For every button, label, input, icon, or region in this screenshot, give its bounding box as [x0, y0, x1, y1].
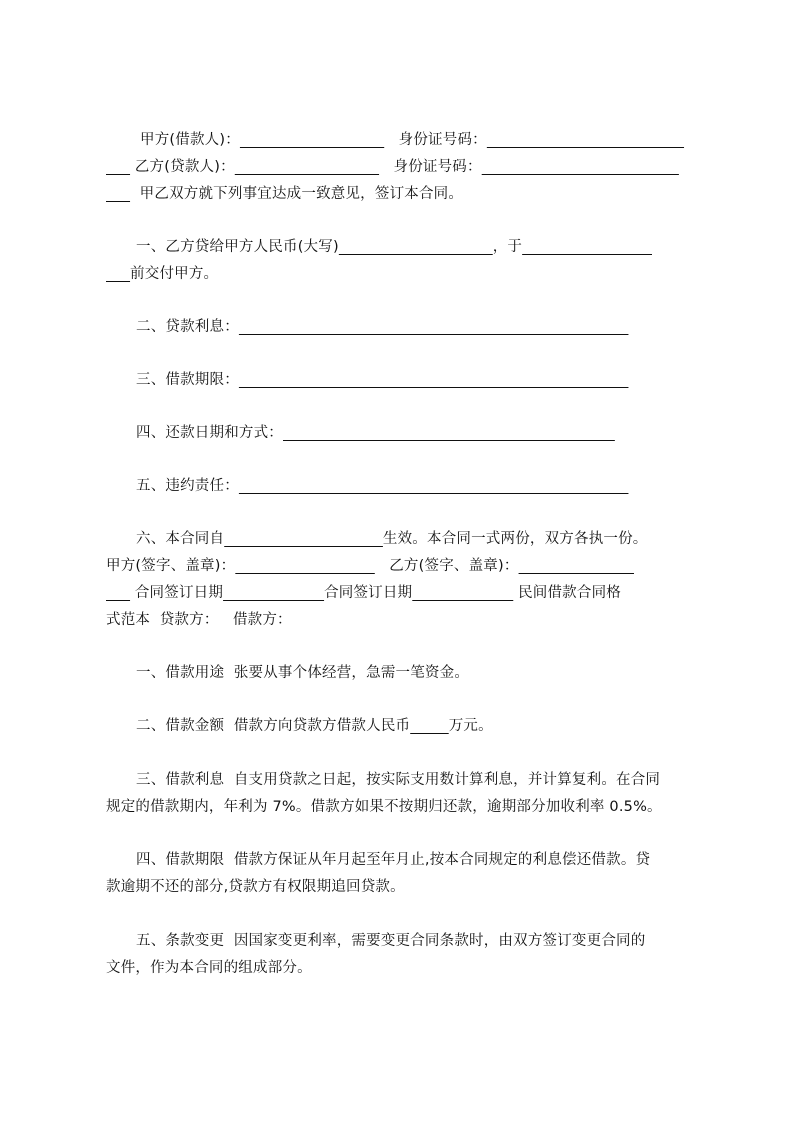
- sign-date-blank-a[interactable]: [223, 585, 324, 601]
- signature-line: [106, 557, 634, 575]
- wrap-blank-3: [106, 266, 130, 282]
- loan-amount-blank[interactable]: [410, 718, 448, 734]
- clause-1-cont: [106, 265, 218, 283]
- borrower-label: 甲方(借款人)：: [140, 132, 240, 148]
- article-4-text-2: 款逾期不还的部分,贷款方有权限期追回贷款。: [106, 879, 405, 895]
- clause-1-end: 前交付甲方。: [130, 266, 219, 282]
- article-5-text-1: 五、条款变更 因国家变更利率，需要变更合同条款时，由双方签订变更合同的: [136, 933, 646, 949]
- clause-1-line: [136, 238, 652, 256]
- clause-4-line: [136, 424, 615, 442]
- clause-1-mid: ，于: [492, 239, 523, 255]
- borrower-blank[interactable]: [240, 132, 384, 148]
- article-5-cont: [106, 959, 312, 977]
- clause-1-text: 一、乙方贷给甲方人民币(大写): [136, 239, 339, 255]
- clause-5-line: [136, 477, 628, 495]
- party-a-sign-blank[interactable]: [235, 558, 374, 574]
- amount-blank[interactable]: [339, 239, 493, 255]
- effective-date-blank[interactable]: [224, 531, 383, 547]
- clause-6-line: [136, 530, 648, 548]
- article-4-text-1: 四、借款期限 借款方保证从年月起至年月止,按本合同规定的利息偿还借款。贷: [136, 852, 651, 868]
- lender-id-blank[interactable]: [482, 159, 679, 175]
- borrower-line: [140, 131, 684, 149]
- party-b-sign-label: 乙方(签字、盖章)：: [389, 558, 519, 574]
- borrower-id-label: 身份证号码：: [398, 132, 487, 148]
- party-b-sign-blank[interactable]: [519, 558, 634, 574]
- borrower-id-blank[interactable]: [487, 132, 684, 148]
- template-title-start: 民间借款合同格: [518, 585, 621, 601]
- article-5-text-2: 文件，作为本合同的组成部分。: [106, 960, 312, 976]
- article-3-text-1: 三、借款利息 自支用贷款之日起，按实际支用数计算利息，并计算复利。在合同: [136, 772, 661, 788]
- clause-3-label: 三、借款期限：: [136, 372, 239, 388]
- interest-blank[interactable]: [239, 319, 629, 335]
- article-2-text: 二、借款金额 借款方向贷款方借款人民币: [136, 718, 411, 734]
- agreement-text: 甲乙双方就下列事宜达成一致意见，签订本合同。: [139, 186, 464, 202]
- article-4: [136, 851, 650, 869]
- clause-4-label: 四、还款日期和方式：: [136, 425, 283, 441]
- article-2: [136, 717, 493, 735]
- lender-id-label: 身份证号码：: [393, 159, 482, 175]
- clause-5-label: 五、违约责任：: [136, 478, 239, 494]
- sign-date-blank-b[interactable]: [412, 585, 513, 601]
- article-5: [136, 932, 645, 950]
- clause-2-line: [136, 318, 628, 336]
- clause-6-text: 六、本合同自: [136, 531, 225, 547]
- template-title-end: 式范本 贷款方： 借款方：: [106, 612, 292, 628]
- article-1-text: 一、借款用途 张要从事个体经营，急需一笔资金。: [136, 665, 470, 681]
- article-1: [136, 664, 469, 682]
- wrap-blank-4: [106, 585, 130, 601]
- delivery-date-blank[interactable]: [522, 239, 652, 255]
- article-3-cont: [106, 798, 662, 816]
- lender-line: [106, 158, 679, 176]
- clause-3-line: [136, 371, 628, 389]
- sign-date-label-b: 合同签订日期: [324, 585, 413, 601]
- party-a-sign-label: 甲方(签字、盖章)：: [106, 558, 236, 574]
- lender-blank[interactable]: [235, 159, 379, 175]
- clause-2-label: 二、贷款利息：: [136, 319, 239, 335]
- sign-date-line: [106, 584, 621, 602]
- template-title-cont: [106, 611, 292, 629]
- article-4-cont: [106, 878, 405, 896]
- sign-date-label-a: 合同签订日期: [134, 585, 224, 601]
- clause-6-end: 生效。本合同一式两份，双方各执一份。: [382, 531, 648, 547]
- wrap-blank-2: [106, 186, 130, 202]
- article-3-text-2: 规定的借款期内，年利为 7%。借款方如果不按期归还款，逾期部分加收利率 0.5%。: [106, 799, 662, 815]
- liability-blank[interactable]: [239, 478, 629, 494]
- agreement-line: [106, 185, 463, 203]
- wrap-blank-1: [106, 159, 130, 175]
- repayment-blank[interactable]: [283, 425, 615, 441]
- article-3: [136, 771, 660, 789]
- term-blank[interactable]: [239, 372, 629, 388]
- lender-label: 乙方(贷款人)：: [134, 159, 235, 175]
- article-2-end: 万元。: [448, 718, 493, 734]
